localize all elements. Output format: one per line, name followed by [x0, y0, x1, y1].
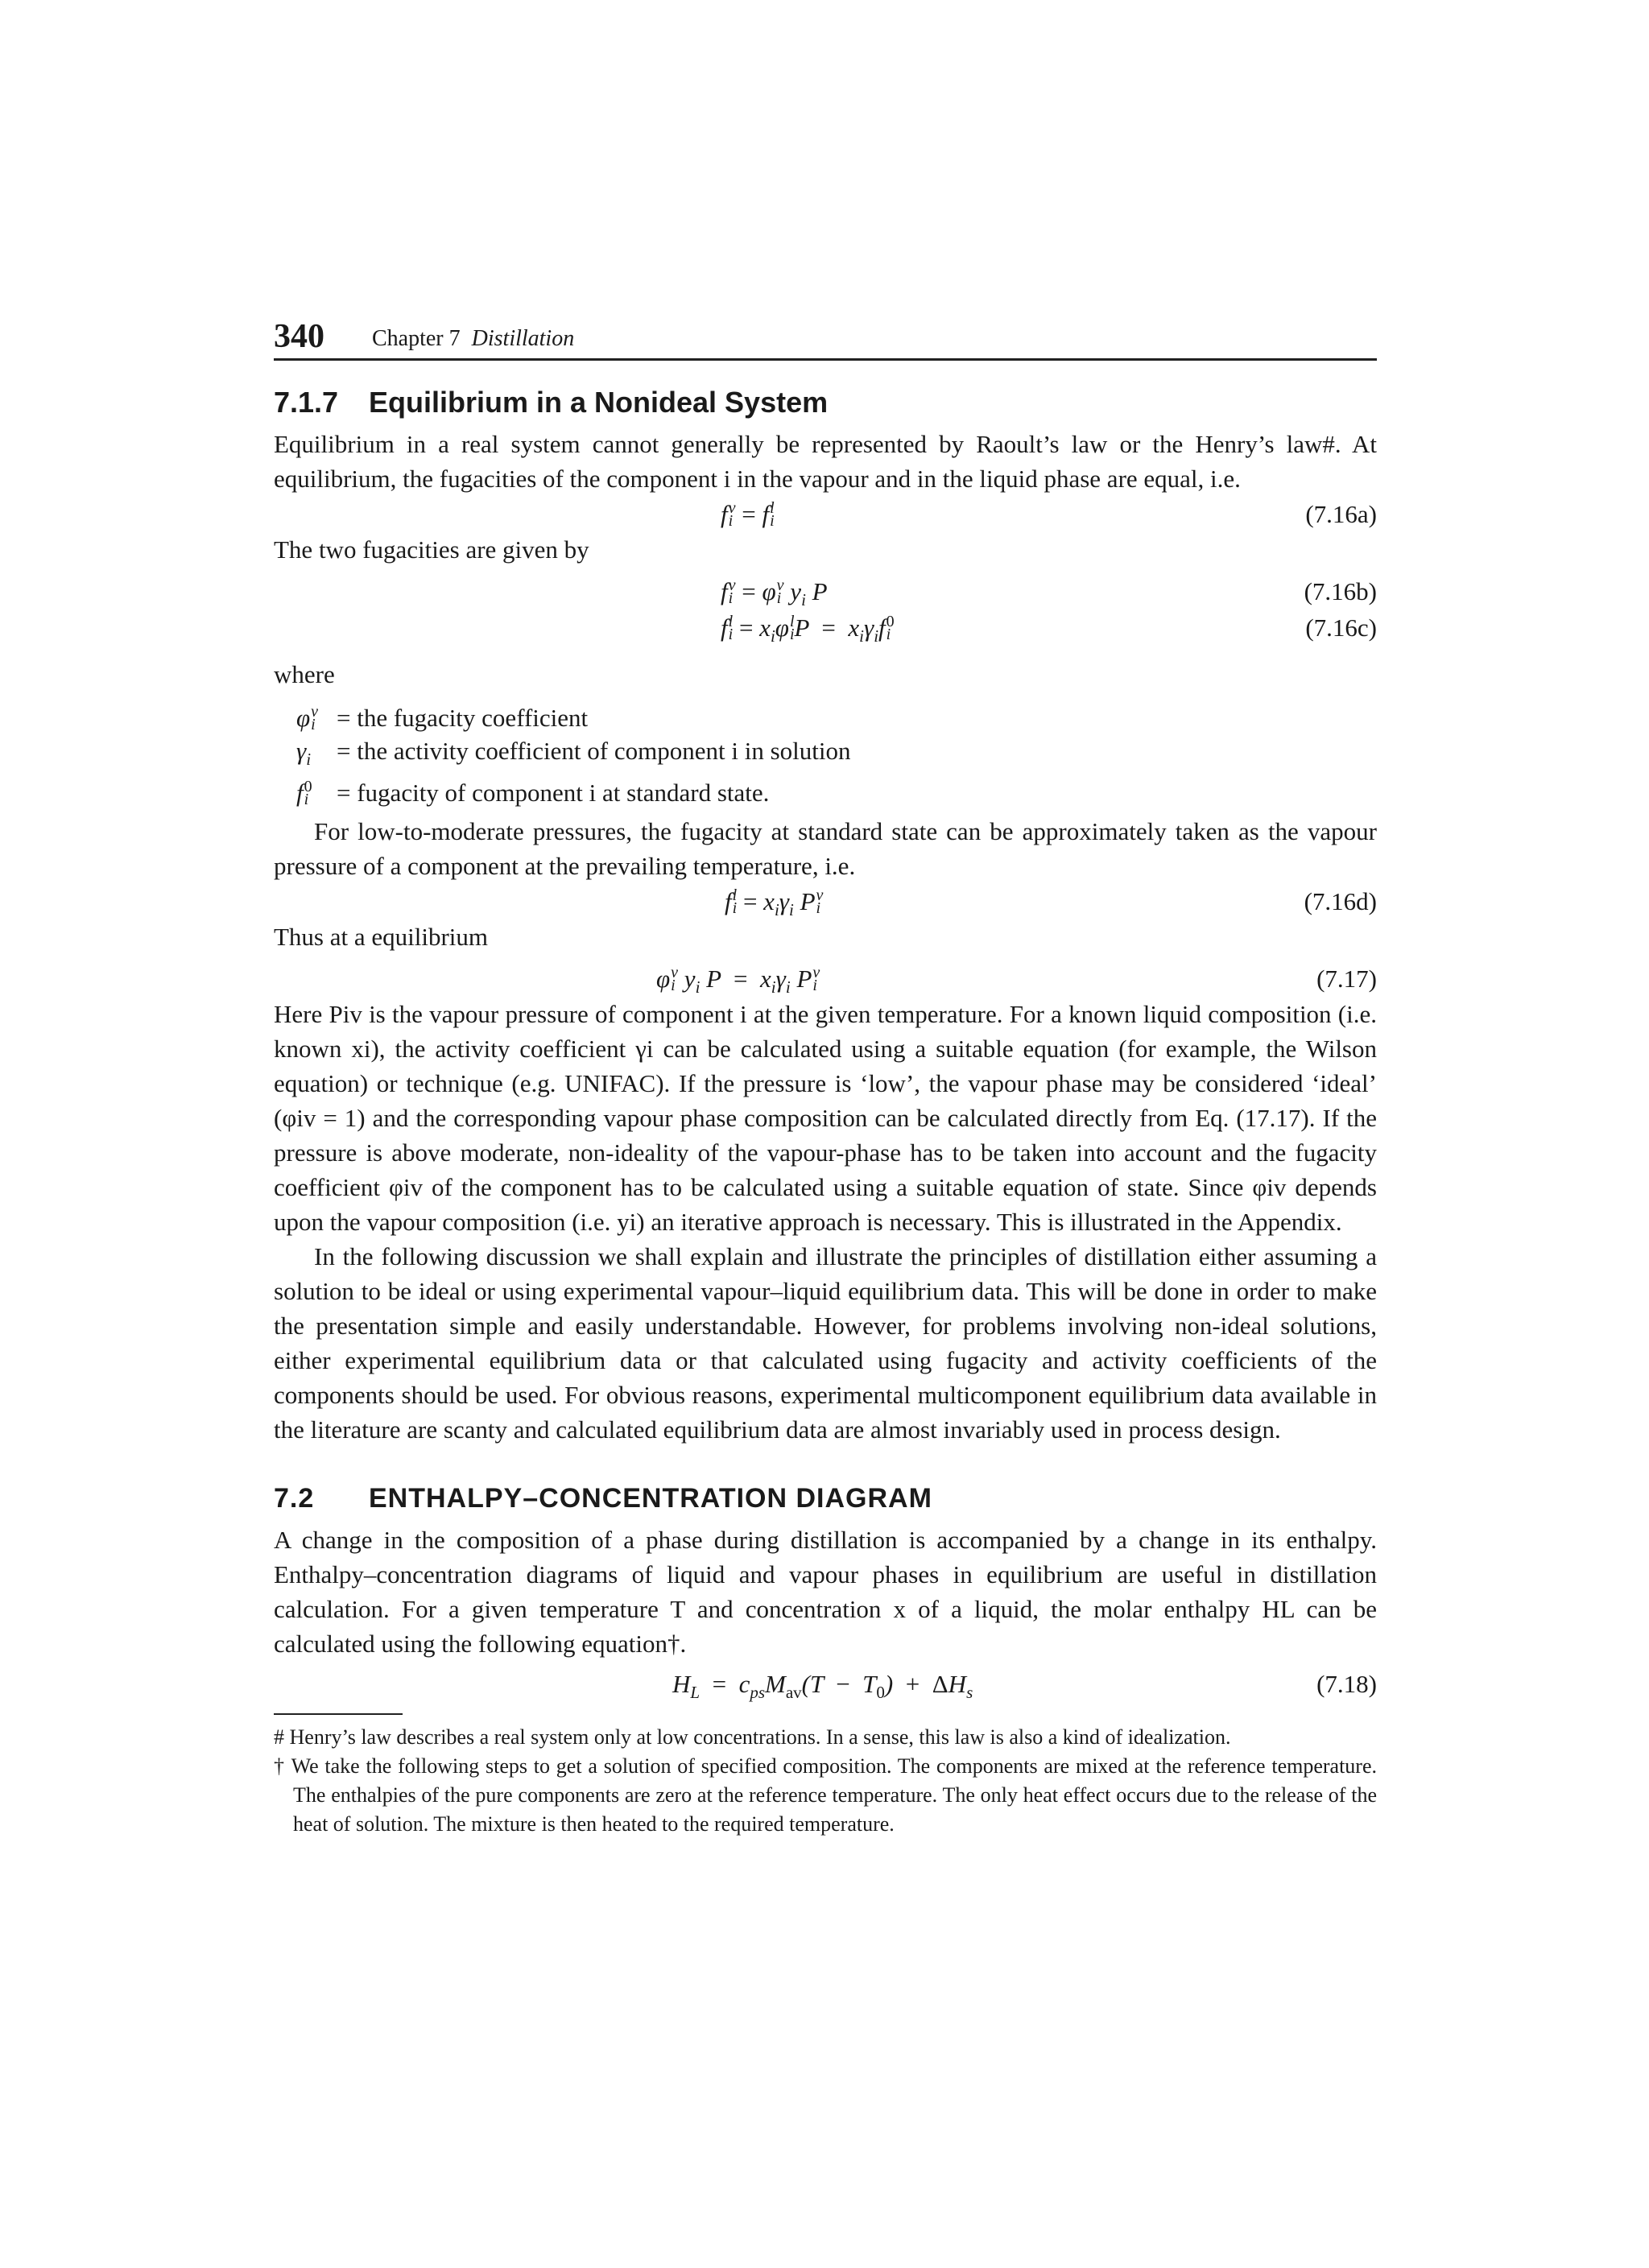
paragraph-1: Equilibrium in a real system cannot generally be represented by Raoult’s law or the Henry’s law#. At equilibrium, the fugacities of the component i in the vapour and in the liquid phase are equal, i.e.: [274, 430, 1377, 493]
paragraph-3: For low-to-moderate pressures, the fugacity at standard state can be approximately taken as the vapour pressure of a component at the prevailing temperature, i.e.: [274, 817, 1377, 880]
footnote-divider: [274, 1713, 403, 1715]
running-header: [274, 318, 1377, 361]
equation-7-17: φ v i $y_i$ $P = x_i\gamma_i$ P v i (7.17): [274, 960, 1377, 997]
equation-7-16d: f l i = $x_i\gamma_i$ P v i (7.16d): [274, 883, 1377, 919]
equation-label: (7.17): [1316, 965, 1377, 993]
definition-fugacity-coefficient: φ v i = the fugacity coefficient: [296, 703, 589, 733]
equation-7-16c: f l i = $x_i\varphi$ l i $P = x_i\gamma_if$ 0 i (7.16c): [274, 609, 1377, 646]
chapter-label: Chapter 7 Distillation: [372, 326, 575, 351]
footnote-henry: # Henry’s law describes a real system only at low concentrations. In a sense, this law is also a kind of idealization.: [274, 1725, 1231, 1749]
paragraph-2: The two fugacities are given by: [274, 535, 589, 564]
equation-7-16a: f v i = f l i (7.16a): [274, 496, 1377, 532]
equation-label: (7.16c): [1305, 613, 1377, 642]
equation-7-16b: f v i = φ v i $y_i$ P (7.16b): [274, 573, 1377, 609]
definition-activity-coefficient: $\gamma_i$ = the activity coefficient of component i in solution: [296, 737, 851, 769]
paragraph-6: In the following discussion we shall explain and illustrate the principles of distillation either assuming a solution to be ideal or using experimental vapour–liquid equilibrium data. This will be done in order to make the presentation simple and easily understandable. However, for problems involving non-ideal solutions, either experimental equilibrium data or that calculated using fugacity and activity coefficients of the components should be used. For obvious reasons, experimental multicomponent equilibrium data available in the literature are scanty and calculated equilibrium data are almost invariably used in process design.: [274, 1242, 1377, 1444]
paragraph-4: Thus at a equilibrium: [274, 923, 489, 951]
symbol-definitions: [296, 701, 1377, 809]
equation-label: (7.16a): [1305, 500, 1377, 528]
paragraph-7: A change in the composition of a phase during distillation is accompanied by a change in its enthalpy. Enthalpy–concentration diagrams of liquid and vapour phases in equilibrium are useful in distillation calculation. For a given temperature T and concentration x of a liquid, the molar enthalpy HL can be calculated using the following equation†.: [274, 1526, 1377, 1658]
equation-7-18: $H_L = c_{ps}M_{av}(T - T_0) + \Delta H_s$ (7.18): [274, 1666, 1377, 1702]
equation-label: (7.16b): [1304, 577, 1377, 605]
footnote-solution-steps: † We take the following steps to get a solution of specified composition. The components are mixed at the reference temperature. The enthalpies of the pure components are zero at the reference temperature. The only heat effect occurs due to the release of the heat of solution. The mixture is then heated to the required temperature.: [274, 1754, 1377, 1836]
where-label: where: [274, 660, 335, 688]
page-number: 340: [274, 318, 324, 355]
section-heading-7-1-7: 7.1.7 Equilibrium in a Nonideal System: [274, 386, 829, 419]
equation-label: (7.18): [1316, 1670, 1377, 1698]
book-page: [274, 318, 1377, 1839]
paragraph-5: Here Piv is the vapour pressure of component i at the given temperature. For a known liquid composition (i.e. known xi), the activity coefficient γi can be calculated using a suitable equation (for example, the Wilson equation) or technique (e.g. UNIFAC). If the pressure is ‘low’, the vapour phase may be considered ‘ideal’ (φiv = 1) and the corresponding vapour phase composition can be calculated directly from Eq. (17.17). If the pressure is above moderate, non-ideality of the vapour-phase has to be taken into account and the fugacity coefficient φiv of the component has to be calculated using a suitable equation of state. Since φiv depends upon the vapour composition (i.e. yi) an iterative approach is necessary. This is illustrated in the Appendix.: [274, 1000, 1377, 1236]
equation-label: (7.16d): [1304, 887, 1377, 915]
section-heading-7-2: 7.2 ENTHALPY–CONCENTRATION DIAGRAM: [274, 1483, 932, 1514]
definition-standard-fugacity: f 0 i = fugacity of component i at standard state.: [296, 778, 770, 808]
